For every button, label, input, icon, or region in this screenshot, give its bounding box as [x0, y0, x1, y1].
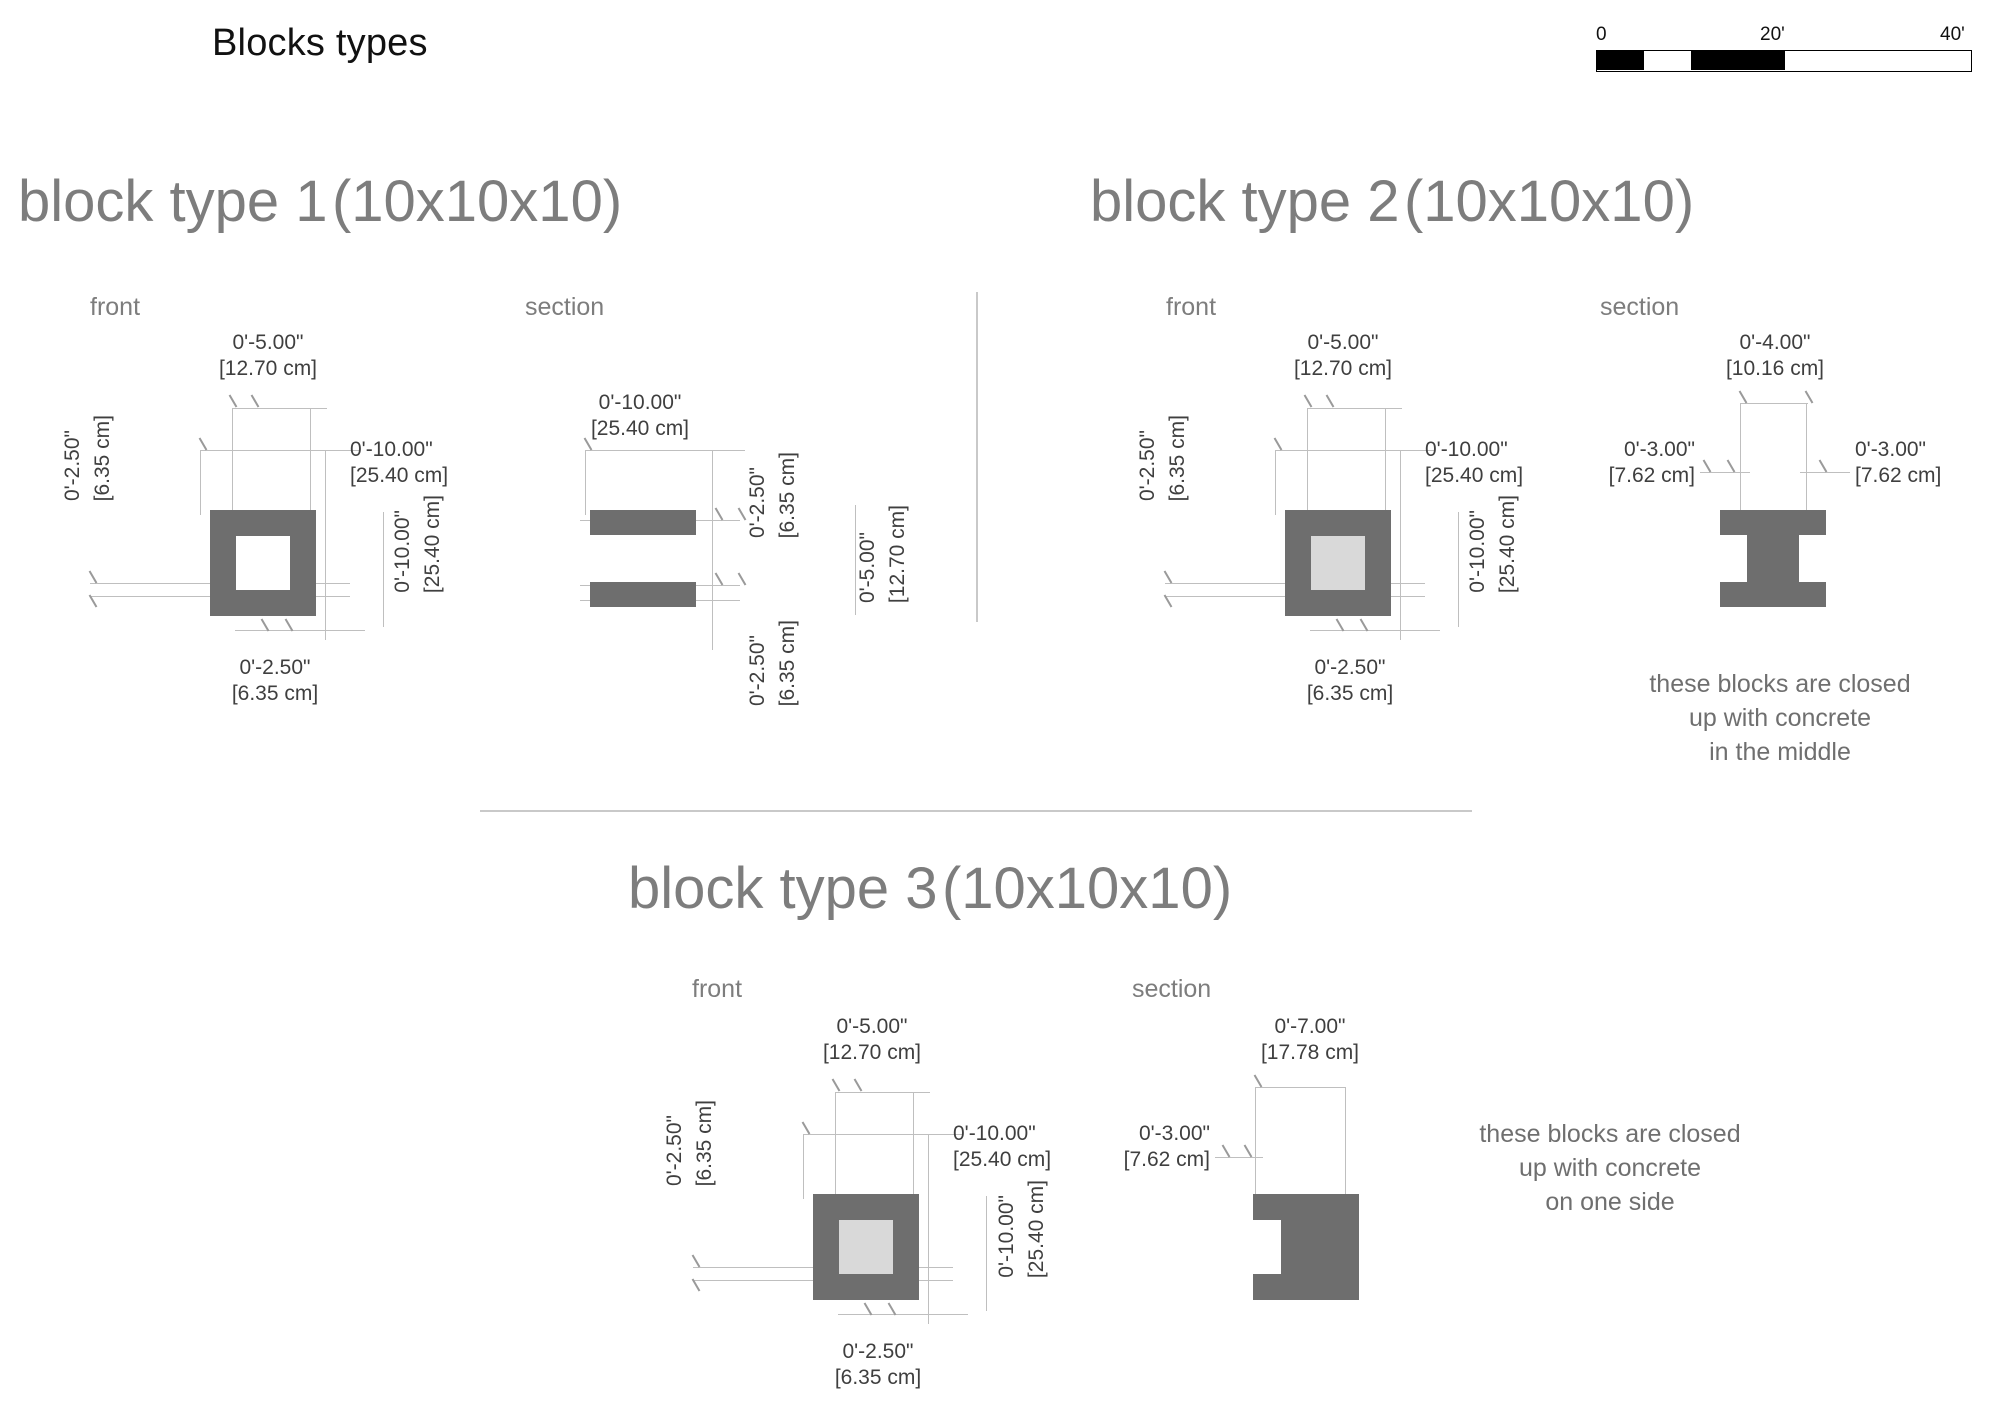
ext-line	[1275, 450, 1276, 515]
tick	[1739, 390, 1748, 403]
dim-line-top-wide	[1275, 450, 1435, 451]
scale-seg-1	[1597, 51, 1644, 70]
tick	[715, 572, 724, 585]
block3-section-label: section	[1132, 975, 1212, 1003]
dim-line-left	[1215, 1157, 1263, 1158]
value-cm: [10.16 cm]	[1725, 356, 1825, 380]
ext-line	[835, 1092, 836, 1197]
scale-seg-4	[1785, 51, 1970, 70]
ext-line-1	[232, 408, 233, 513]
dim-line-top	[1740, 403, 1808, 404]
value-cm: [6.35 cm]	[1306, 681, 1394, 705]
divider-vertical	[976, 292, 978, 622]
scale-label-0: 0	[1596, 24, 1607, 45]
dim-line-bottom	[838, 1314, 968, 1315]
block3-front-dim-top-small	[822, 1014, 922, 1065]
block3-front-dim-top-wide	[953, 1121, 1083, 1172]
ext-line-3	[200, 450, 201, 515]
value-cm: [25.40 cm]	[1496, 495, 1520, 594]
value-cm: [17.78 cm]	[1260, 1040, 1360, 1064]
tick	[1805, 390, 1814, 403]
tick	[802, 1121, 811, 1134]
block-type-3-name: block type 3	[628, 856, 938, 921]
block2-note	[1610, 668, 1950, 769]
dim-line-right-v	[383, 512, 384, 627]
value-ft: 0'-2.50"	[663, 1115, 686, 1187]
tick	[229, 394, 238, 407]
block-type-2-title	[1090, 168, 1694, 235]
scale-bar	[1596, 24, 1976, 80]
value-ft: 0'-10.00"	[1466, 510, 1489, 594]
note-line: on one side	[1545, 1187, 1675, 1216]
dim-line-left	[1700, 472, 1750, 473]
ext-line	[1400, 450, 1401, 640]
ext-line	[913, 1092, 914, 1197]
block3-front-dim-right	[994, 1180, 1050, 1283]
value-cm: [6.35 cm]	[231, 681, 319, 705]
value-cm: [7.62 cm]	[1608, 463, 1695, 487]
tick	[1274, 437, 1283, 450]
block2-front-dim-right	[1465, 495, 1521, 598]
tick	[1703, 459, 1712, 472]
tick	[715, 507, 724, 520]
block1-section-bar-top	[590, 510, 696, 535]
ext-line-2	[310, 408, 311, 513]
ext-line	[1740, 403, 1741, 513]
tick	[199, 437, 208, 450]
dim-line-right-v	[986, 1196, 987, 1311]
block2-section-label: section	[1600, 293, 1680, 321]
note-line: in the middle	[1709, 737, 1851, 766]
value-ft: 0'-5.00"	[836, 1015, 908, 1038]
value-ft: 0'-2.50"	[746, 635, 769, 707]
dim-line-top-small	[1307, 408, 1402, 409]
block3-front-dim-bottom	[813, 1339, 943, 1390]
block2-section-web	[1747, 533, 1799, 584]
ext-line	[1806, 403, 1807, 513]
block-type-3-title	[628, 855, 1232, 922]
value-ft: 0'-2.50"	[1136, 430, 1159, 502]
ext-line	[803, 1134, 804, 1199]
dim-line-right-v	[1458, 512, 1459, 627]
value-ft: 0'-2.50"	[1314, 656, 1386, 679]
block1-front-label: front	[90, 293, 141, 321]
value-ft: 0'-4.00"	[1739, 331, 1811, 354]
block2-section-flange-bottom	[1720, 582, 1826, 607]
tick	[1164, 570, 1173, 583]
block1-front-void	[236, 536, 290, 590]
value-cm: [25.40 cm]	[350, 463, 449, 487]
dim-line-bottom	[1310, 630, 1440, 631]
block2-front-dim-top-wide	[1425, 437, 1555, 488]
tick	[1304, 394, 1313, 407]
block2-section-dim-right	[1855, 437, 1980, 488]
tick	[854, 1078, 863, 1091]
value-ft: 0'-2.50"	[746, 467, 769, 539]
value-cm: [6.35 cm]	[776, 620, 800, 707]
block3-front-infill	[839, 1220, 893, 1274]
value-ft: 0'-5.00"	[232, 331, 304, 354]
page-title: Blocks types	[212, 22, 428, 64]
tick	[1819, 459, 1828, 472]
block-type-1-title	[18, 168, 622, 235]
value-ft: 0'-2.50"	[239, 656, 311, 679]
tick	[1254, 1074, 1263, 1087]
block2-front-dim-bottom	[1285, 655, 1415, 706]
block1-front-dim-right	[390, 495, 446, 598]
ext-line	[1385, 408, 1386, 513]
note-line: these blocks are closed	[1649, 670, 1911, 698]
block3-section-void	[1253, 1220, 1281, 1274]
dim-line-bottom	[235, 630, 365, 631]
block-type-1-name: block type 1	[18, 169, 328, 234]
tick	[738, 572, 747, 585]
value-ft: 0'-5.00"	[856, 532, 879, 604]
block2-front-infill	[1311, 536, 1365, 590]
block-type-2-dims: (10x10x10)	[1403, 169, 1695, 234]
scale-seg-3	[1691, 51, 1785, 70]
value-cm: [12.70 cm]	[1293, 356, 1393, 380]
value-cm: [6.35 cm]	[1166, 415, 1190, 502]
block2-section-dim-top	[1710, 330, 1840, 381]
ext-line	[1307, 408, 1308, 513]
ext-line	[928, 1134, 929, 1324]
block2-front-dim-left	[1135, 415, 1191, 506]
scale-bar-track	[1596, 50, 1972, 72]
value-cm: [6.35 cm]	[834, 1365, 922, 1389]
block1-section-dim-top	[575, 390, 705, 441]
scale-label-40: 40'	[1940, 24, 1965, 45]
value-ft: 0'-10.00"	[1425, 438, 1508, 461]
tick	[832, 1078, 841, 1091]
value-cm: [6.35 cm]	[776, 452, 800, 539]
value-cm: [25.40 cm]	[590, 416, 690, 440]
block1-front-dim-bottom	[210, 655, 340, 706]
value-cm: [12.70 cm]	[886, 505, 910, 604]
block1-section-dim-lower	[745, 620, 801, 711]
block3-section-dim-top	[1245, 1014, 1375, 1065]
value-cm: [25.40 cm]	[421, 495, 445, 594]
value-ft: 0'-10.00"	[598, 391, 682, 414]
value-cm: [6.35 cm]	[91, 415, 115, 502]
scale-label-20: 20'	[1760, 24, 1785, 45]
tick	[251, 394, 260, 407]
scale-seg-2	[1644, 51, 1691, 70]
tick	[1326, 394, 1335, 407]
block2-section-dim-left	[1570, 437, 1695, 488]
value-ft: 0'-10.00"	[391, 510, 414, 594]
value-ft: 0'-2.50"	[61, 430, 84, 502]
value-ft: 0'-7.00"	[1274, 1015, 1346, 1038]
value-cm: [12.70 cm]	[822, 1040, 922, 1064]
dim-line-top-wide	[803, 1134, 963, 1135]
divider-horizontal-left	[480, 810, 830, 812]
block1-front-dim-top-small	[218, 330, 318, 381]
tick	[89, 570, 98, 583]
note-line: up with concrete	[1688, 703, 1872, 732]
dim-line-top	[1255, 1087, 1345, 1088]
tick	[1244, 1144, 1253, 1157]
value-ft: 0'-3.00"	[1623, 438, 1695, 461]
block-type-2-name: block type 2	[1090, 169, 1400, 234]
value-ft: 0'-10.00"	[995, 1195, 1018, 1279]
value-cm: [7.62 cm]	[1855, 463, 1942, 487]
ext-line	[1345, 1087, 1346, 1197]
value-cm: [6.35 cm]	[693, 1100, 717, 1187]
tick	[1222, 1144, 1231, 1157]
dim-line-top	[585, 450, 745, 451]
block2-section-flange-top	[1720, 510, 1826, 535]
ext-line	[712, 450, 713, 650]
note-line: up with concrete	[1518, 1153, 1702, 1182]
block1-section-label: section	[525, 293, 605, 321]
value-cm: [25.40 cm]	[953, 1147, 1052, 1171]
value-ft: 0'-5.00"	[1307, 331, 1379, 354]
block3-section-dim-left	[1085, 1121, 1210, 1172]
value-ft: 0'-2.50"	[842, 1340, 914, 1363]
dim-line-top-small	[835, 1092, 930, 1093]
tick	[1727, 459, 1736, 472]
ext-line	[1255, 1087, 1256, 1197]
block3-note	[1440, 1118, 1780, 1219]
block1-section-dim-inner	[745, 452, 801, 543]
dim-line-top-wide	[200, 450, 360, 451]
tick	[692, 1254, 701, 1267]
note-line: these blocks are closed	[1479, 1120, 1741, 1148]
value-ft: 0'-10.00"	[350, 438, 433, 461]
value-ft: 0'-10.00"	[953, 1122, 1036, 1145]
block2-front-label: front	[1166, 293, 1217, 321]
value-cm: [7.62 cm]	[1123, 1147, 1210, 1171]
value-cm: [12.70 cm]	[218, 356, 318, 380]
block3-front-label: front	[692, 975, 743, 1003]
ext-line-4	[325, 450, 326, 640]
block2-front-dim-top-small	[1293, 330, 1393, 381]
value-ft: 0'-3.00"	[1855, 438, 1927, 461]
block1-section-dim-right	[855, 505, 911, 608]
block-type-3-dims: (10x10x10)	[941, 856, 1233, 921]
block1-front-dim-top-wide	[350, 437, 480, 488]
dim-line-top-small	[232, 408, 327, 409]
value-ft: 0'-3.00"	[1138, 1122, 1210, 1145]
value-cm: [25.40 cm]	[1025, 1180, 1049, 1279]
block3-front-dim-left	[662, 1100, 718, 1191]
block1-front-dim-left	[60, 415, 116, 506]
value-cm: [25.40 cm]	[1425, 463, 1524, 487]
ext-line	[585, 450, 586, 515]
block1-section-bar-bottom	[590, 582, 696, 607]
divider-horizontal-right	[822, 810, 1472, 812]
block-type-1-dims: (10x10x10)	[331, 169, 623, 234]
